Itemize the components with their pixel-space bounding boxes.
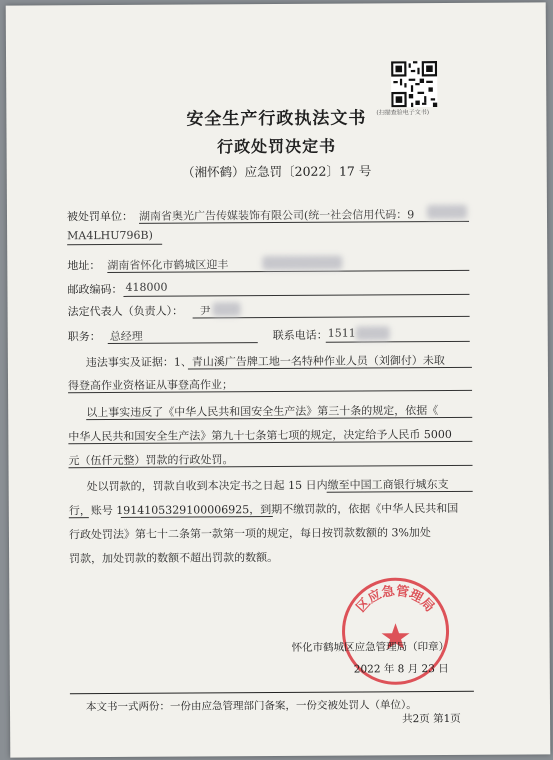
- issue-date: 2022 年 8 月 23 日: [353, 662, 449, 676]
- payment-line-4: 罚款，加处罚款的数额不超出罚款的数额。: [69, 551, 279, 566]
- qr-code: [391, 61, 437, 107]
- facts-line-1: 违法事实及证据：1、青山溪广告牌工地一名特种作业人员（刘御付）未取: [85, 353, 445, 370]
- legal-rep-value: 尹: [199, 304, 211, 318]
- document-page: [6, 2, 551, 757]
- basis-line-1: 以上事实违反了《中华人民共和国安全生产法》第三十条的规定，依据《: [86, 404, 439, 420]
- phone-label: 联系电话：: [272, 328, 328, 343]
- qr-caption: (扫描查验电子文书): [376, 109, 430, 117]
- party-label: 被处罚单位：: [66, 209, 134, 224]
- branch-underline: [69, 517, 89, 518]
- redaction-blur: [356, 326, 390, 340]
- facts-line-2: 得登高作业资格证从事登高作业；: [67, 378, 234, 393]
- credit-underline: [67, 244, 162, 246]
- postcode-underline: [123, 294, 469, 297]
- bank-underline: [327, 491, 473, 493]
- phone-underline: [326, 341, 470, 343]
- position-underline: [108, 342, 258, 344]
- document-number: （湘怀鹤）应急罚〔2022〕17 号: [182, 163, 372, 180]
- address-label: 地址：: [67, 259, 101, 273]
- address-value: 湖南省怀化市鹤城区迎丰: [107, 258, 229, 273]
- credit-code-continuation: MA4LHU796B): [67, 228, 153, 243]
- payment-line-1: 处以罚款的，罚款自收到本决定书之日起 15 日内缴至中国工商银行城东支: [86, 477, 449, 494]
- redaction-blur: [213, 302, 241, 316]
- page-indicator: 共2页 第1页: [402, 712, 461, 726]
- legal-rep-label: 法定代表人（负责人）：: [67, 304, 184, 319]
- phone-value: 1511: [327, 326, 356, 340]
- redaction-blur: [427, 205, 467, 219]
- position-label: 职务：: [67, 330, 101, 344]
- issuing-authority: 怀化市鹤城区应急管理局（印章）: [291, 640, 450, 654]
- document-subtitle: 行政处罚决定书: [217, 136, 337, 157]
- account-underline: [121, 516, 273, 518]
- postcode-label: 邮政编码：: [67, 282, 123, 297]
- party-value: 湖南省奥光广告传媒装饰有限公司(统一社会信用代码：9: [138, 208, 415, 223]
- postcode-value: 418000: [125, 280, 168, 294]
- position-value: 总经理: [109, 329, 143, 344]
- footer-rule: [70, 691, 474, 694]
- basis-line-2: 中华人民共和国安全生产法》第九十七条第七项的规定，决定给予人民币 5000: [68, 427, 452, 444]
- copies-note: 本文书一式两份：一份由应急管理部门备案，一份交被处罚人（单位）。: [85, 699, 417, 714]
- payment-line-2: 行，账号 1914105329100006925，到期不缴罚款的，依据《中华人民共和国: [68, 501, 459, 518]
- seal-text: 区应急管理局: [353, 583, 437, 616]
- payment-line-3: 行政处罚法》第七十二条第一款第一项的规定，每日按罚款数额的 3%加处: [68, 526, 431, 542]
- redaction-blur: [262, 256, 342, 270]
- basis-line-3: 元（伍仟元整）罚款的行政处罚。: [68, 453, 234, 468]
- document-title: 安全生产行政执法文书: [186, 108, 367, 130]
